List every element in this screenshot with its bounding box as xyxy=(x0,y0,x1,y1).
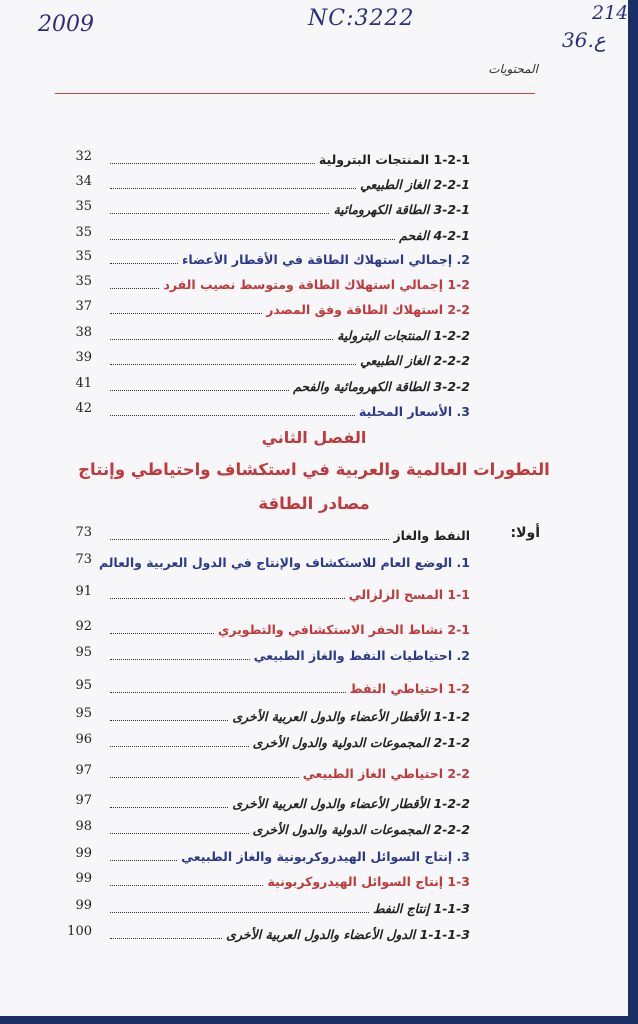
toc-entry-text: 1-1-2 الأقطار الأعضاء والدول العربية الأخرى xyxy=(232,709,470,724)
toc-page-number: 95 xyxy=(75,706,92,721)
section-first-label: أولا: xyxy=(510,525,540,541)
toc-entry-text: 1-2-2 المنتجات البترولية xyxy=(337,328,470,343)
toc-page-number: 99 xyxy=(75,846,92,861)
dot-leader xyxy=(110,806,228,808)
dot-leader xyxy=(110,911,369,913)
toc-entry xyxy=(60,702,470,726)
dot-leader xyxy=(110,162,315,164)
dot-leader xyxy=(110,776,299,778)
toc-entry-text: 1-3 إنتاج السوائل الهيدروكربونية xyxy=(267,874,470,889)
toc-page-number: 97 xyxy=(75,793,92,808)
dot-leader xyxy=(110,658,250,660)
toc-entry xyxy=(60,270,470,294)
handwritten-code: NC:3222 xyxy=(308,6,415,31)
toc-entry-text: النفط والغاز xyxy=(393,528,470,543)
toc-entry-text: 4-2-1 الفحم xyxy=(399,228,470,243)
dot-leader xyxy=(110,187,356,189)
toc-page-number: 99 xyxy=(75,871,92,886)
toc-entry xyxy=(60,842,470,866)
toc-page-number: 42 xyxy=(75,401,92,416)
chapter-label: الفصل الثاني xyxy=(261,428,367,447)
toc-entry xyxy=(60,321,470,345)
toc-entry xyxy=(60,894,470,918)
toc-entry xyxy=(60,397,470,421)
dot-leader xyxy=(110,859,177,861)
toc-entry-text: 2. احتياطيات النفط والغاز الطبيعي xyxy=(253,648,470,663)
toc-page-number: 99 xyxy=(75,898,92,913)
toc-entry xyxy=(60,728,470,752)
toc-page-number: 100 xyxy=(67,924,92,939)
dot-leader xyxy=(110,312,262,314)
dot-leader xyxy=(110,597,345,599)
toc-entry xyxy=(60,346,470,370)
toc-page-number: 73 xyxy=(75,525,92,540)
toc-entry xyxy=(60,641,470,665)
toc-page-number: 38 xyxy=(75,325,92,340)
dot-leader xyxy=(110,338,333,340)
toc-entry-text: 3-2-1 الطاقة الكهرومائية xyxy=(333,202,470,217)
toc-entry xyxy=(60,580,470,604)
dot-leader xyxy=(110,389,289,391)
handwritten-number: 214 xyxy=(592,2,629,24)
toc-page-number: 91 xyxy=(75,584,92,599)
toc-entry-text: 1-1-3 إنتاج النفط xyxy=(372,901,470,916)
toc-entry xyxy=(60,674,470,698)
toc-entry-text: 2. إجمالي استهلاك الطاقة في الأقطار الأعضاء xyxy=(182,252,470,267)
toc-entry-text: 1-2 إجمالي استهلاك الطاقة ومتوسط نصيب الفرد xyxy=(163,277,470,292)
toc-page-number: 32 xyxy=(75,149,92,164)
toc-entry-text: 3. إنتاج السوائل الهيدروكربونية والغاز الطبيعي xyxy=(181,849,470,864)
toc-page-number: 98 xyxy=(75,819,92,834)
toc-entry xyxy=(60,372,470,396)
scan-edge-right xyxy=(628,0,638,1024)
toc-entry xyxy=(60,789,470,813)
toc-entry-text: 3. الأسعار المحلية xyxy=(358,404,470,419)
toc-page-number: 73 xyxy=(75,552,92,567)
toc-entry-text: 2-2 استهلاك الطاقة وفق المصدر xyxy=(266,302,470,317)
toc-entry-text: 1-2 احتياطي النفط xyxy=(349,681,470,696)
toc-page-number: 34 xyxy=(75,174,92,189)
dot-leader xyxy=(110,363,356,365)
toc-entry xyxy=(60,920,470,944)
toc-entry xyxy=(60,867,470,891)
dot-leader xyxy=(110,238,395,240)
toc-page-number: 96 xyxy=(75,732,92,747)
toc-entry-text: 1-1 المسح الزلزالي xyxy=(348,587,470,602)
toc-entry-text: 1-2-2 الأقطار الأعضاء والدول العربية الأخرى xyxy=(232,796,470,811)
toc-entry-text: 1-2-1 المنتجات البترولية xyxy=(318,152,470,167)
toc-entry xyxy=(60,815,470,839)
dot-leader xyxy=(110,212,329,214)
dot-leader xyxy=(110,937,222,939)
toc-page-number: 39 xyxy=(75,350,92,365)
toc-page-number: 35 xyxy=(75,225,92,240)
dot-leader xyxy=(110,691,346,693)
toc-page-number: 97 xyxy=(75,763,92,778)
dot-leader xyxy=(110,719,228,721)
toc-entry-text: 2-1 نشاط الحفر الاستكشافي والتطويري xyxy=(217,622,470,637)
toc-entry xyxy=(60,221,470,245)
dot-leader xyxy=(110,884,263,886)
toc-entry xyxy=(60,295,470,319)
toc-entry xyxy=(60,245,470,269)
toc-entry-text: 1-1-1-3 الدول الأعضاء والدول العربية الأخرى xyxy=(226,927,470,942)
toc-entry-text: 2-2-1 الغاز الطبيعي xyxy=(360,177,470,192)
running-header-title: المحتويات xyxy=(488,62,538,76)
toc-entry xyxy=(60,615,470,639)
toc-entry-text: 2-2-2 الغاز الطبيعي xyxy=(360,353,470,368)
dot-leader xyxy=(110,287,159,289)
toc-entry xyxy=(60,759,470,783)
dot-leader xyxy=(110,262,178,264)
dot-leader xyxy=(110,745,249,747)
toc-entry-text: 1. الوضع العام للاستكشاف والإنتاج في الدول العربية والعالم xyxy=(98,555,470,570)
dot-leader xyxy=(110,414,355,416)
toc-entry xyxy=(60,548,470,572)
toc-entry xyxy=(60,170,470,194)
scan-edge-bottom xyxy=(0,1016,638,1024)
toc-entry-text: 2-1-2 المجموعات الدولية والدول الأخرى xyxy=(252,735,470,750)
toc-entry xyxy=(60,195,470,219)
toc-page-number: 35 xyxy=(75,274,92,289)
chapter-title-line-1: التطورات العالمية والعربية في استكشاف واحتياطي وإنتاج xyxy=(78,460,550,479)
toc-page-number: 41 xyxy=(75,376,92,391)
toc-entry xyxy=(60,521,470,545)
toc-entry-text: 2-2-2 المجموعات الدولية والدول الأخرى xyxy=(252,822,470,837)
handwritten-year: 2009 xyxy=(38,12,94,37)
toc-page-number: 35 xyxy=(75,249,92,264)
dot-leader xyxy=(110,538,389,540)
handwritten-ref: 36.ع xyxy=(562,28,606,52)
toc-entry-text: 2-2 احتياطي الغاز الطبيعي xyxy=(302,766,470,781)
toc-entry xyxy=(60,145,470,169)
chapter-title-line-2: مصادر الطاقة xyxy=(258,494,370,513)
toc-page-number: 95 xyxy=(75,645,92,660)
toc-entry-text: 3-2-2 الطاقة الكهرومائية والفحم xyxy=(293,379,470,394)
dot-leader xyxy=(110,832,249,834)
dot-leader xyxy=(110,632,214,634)
toc-page-number: 37 xyxy=(75,299,92,314)
toc-page-number: 35 xyxy=(75,199,92,214)
toc-page-number: 92 xyxy=(75,619,92,634)
toc-page-number: 95 xyxy=(75,678,92,693)
